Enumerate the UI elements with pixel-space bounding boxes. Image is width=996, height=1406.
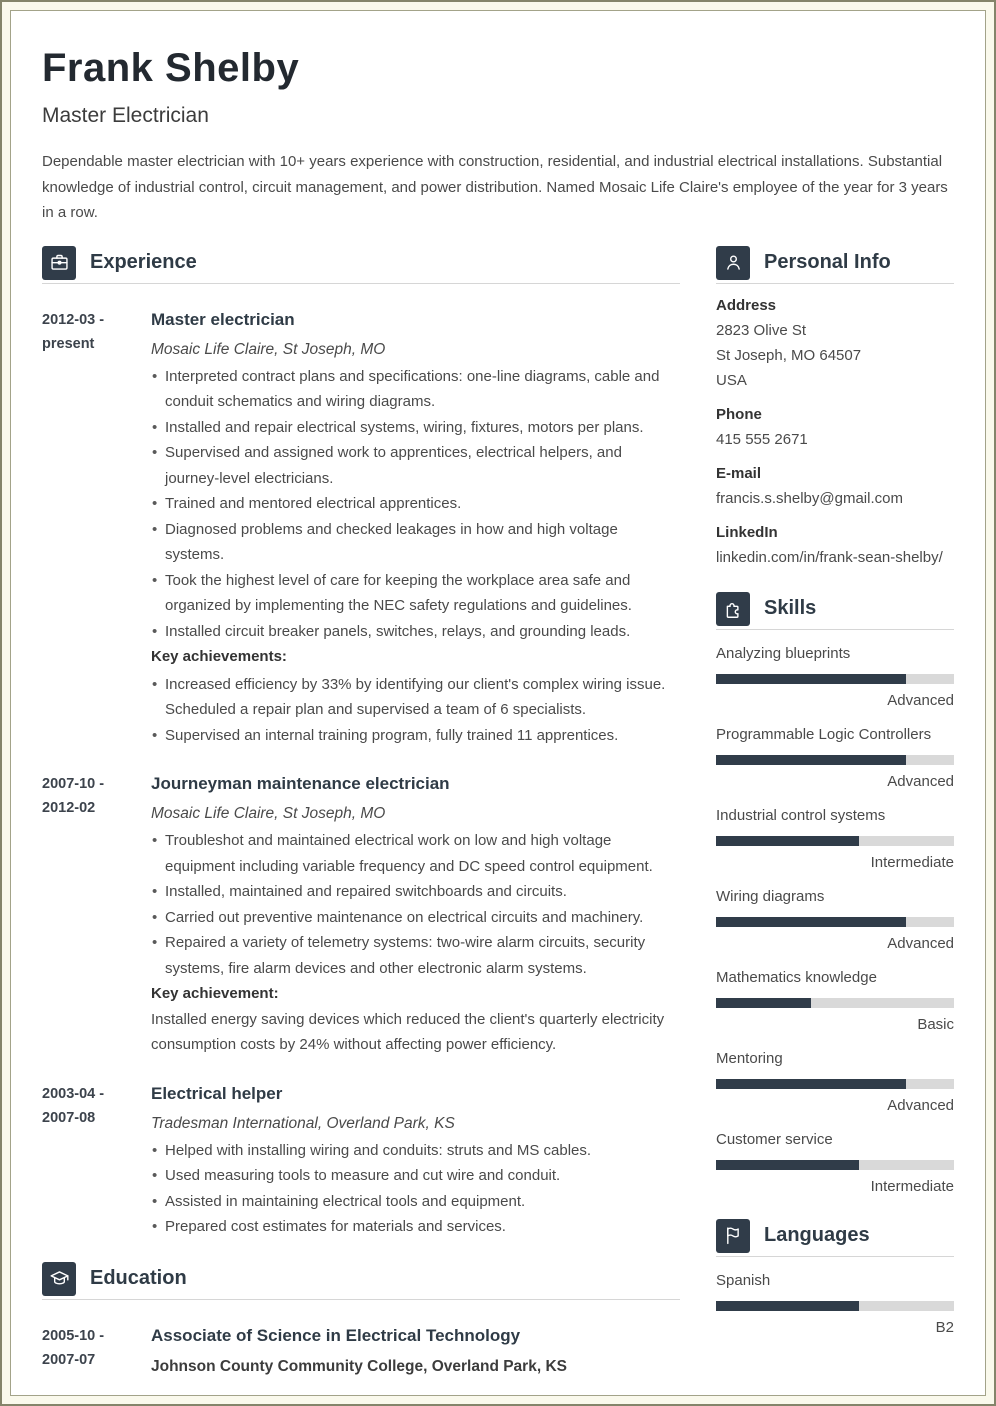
section-title-education: Education <box>90 1267 187 1289</box>
skill-bar-fill <box>716 836 859 846</box>
bullet-item: • Installed and repair electrical systems, wiring, fixtures, motors per plans. <box>151 415 680 441</box>
contact-phone: Phone 415 555 2671 <box>716 405 808 448</box>
entry-job-title: Journeyman maintenance electrician <box>151 774 450 793</box>
contact-linkedin: LinkedIn linkedin.com/in/frank-sean-shelby/ <box>716 523 943 566</box>
skill-bar <box>716 1160 954 1170</box>
contact-address: Address 2823 Olive St St Joseph, MO 64507 USA <box>716 296 862 389</box>
flag-icon <box>716 1219 750 1253</box>
person-name: Frank Shelby <box>42 46 300 90</box>
personal-info-section <box>716 246 954 570</box>
skill-bar <box>716 674 954 684</box>
experience-entry <box>42 772 680 1058</box>
skill-bar <box>716 755 954 765</box>
skill-bar <box>716 998 954 1008</box>
skill-bar <box>716 917 954 927</box>
education-entry <box>42 1324 680 1379</box>
main-column <box>42 246 680 1379</box>
languages-section-header <box>716 1219 954 1257</box>
language-name: Spanish <box>716 1271 771 1289</box>
language-bar-fill <box>716 1301 859 1311</box>
key-achievement-bullets <box>151 672 680 749</box>
experience-section-header <box>42 246 680 284</box>
skill-level: Advanced <box>887 934 954 952</box>
skill-bar-fill <box>716 1079 906 1089</box>
skill-row: Industrial control systems Intermediate <box>716 806 954 871</box>
bullet-item: • Supervised and assigned work to apprentices, electrical helpers, and journey-level electricians. <box>151 440 680 491</box>
skill-row: Customer service Intermediate <box>716 1130 954 1195</box>
resume-header <box>42 45 954 226</box>
entry-bullets <box>151 828 680 981</box>
entry-company: Mosaic Life Claire, St Joseph, MO <box>151 340 386 358</box>
experience-entry <box>42 308 680 749</box>
key-achievement-label: Key achievement: <box>151 985 279 1002</box>
entry-dates: 2003-04 - 2007-08 <box>42 1085 105 1126</box>
bullet-item: • Helped with installing wiring and conduits: struts and MS cables. <box>151 1138 680 1164</box>
entry-company: Tradesman International, Overland Park, KS <box>151 1114 455 1132</box>
bullet-item: • Installed circuit breaker panels, switches, relays, and grounding leads. <box>151 619 680 645</box>
entry-dates: 2007-10 - 2012-02 <box>42 776 105 816</box>
bullet-item: • Used measuring tools to measure and cut wire and conduit. <box>151 1163 680 1189</box>
bullet-item: • Assisted in maintaining electrical tools and equipment. <box>151 1189 680 1215</box>
skill-level: Advanced <box>887 691 954 709</box>
bullet-item: • Trained and mentored electrical apprentices. <box>151 491 680 517</box>
bullet-item: • Troubleshot and maintained electrical work on low and high voltage equipment including variable frequency and DC speed control equipment. <box>151 828 680 879</box>
skill-row: Mentoring Advanced <box>716 1049 954 1114</box>
personal-info-section-header <box>716 246 954 284</box>
profile-summary: Dependable master electrician with 10+ years experience with construction, residential, and industrial electrical installations. Substantial knowledge of industrial control, circuit management, and power distribution. Named Mosaic Life Claire's employee of the year for 3 years in a row. <box>42 153 948 221</box>
entry-company: Mosaic Life Claire, St Joseph, MO <box>151 805 386 822</box>
skill-level: Basic <box>917 1015 954 1033</box>
bullet-item: • Diagnosed problems and checked leakages in how and high voltage systems. <box>151 517 680 568</box>
bullet-item: • Interpreted contract plans and specifications: one-line diagrams, cable and conduit schematics and wiring diagrams. <box>151 364 680 415</box>
entry-bullets <box>151 364 680 645</box>
person-job-title: Master Electrician <box>42 104 209 127</box>
skill-bar-fill <box>716 998 811 1008</box>
languages-section <box>716 1219 954 1338</box>
entry-dates: 2012-03 - present <box>42 311 105 352</box>
bullet-item: • Repaired a variety of telemetry systems: two-wire alarm circuits, security systems, fire alarm devices and other electronic alarm systems. <box>151 930 680 981</box>
section-title-experience: Experience <box>90 251 197 273</box>
education-section <box>42 1262 680 1379</box>
language-level: B2 <box>935 1318 954 1336</box>
skill-level: Advanced <box>887 772 954 790</box>
bullet-item: • Installed, maintained and repaired switchboards and circuits. <box>151 879 680 905</box>
skills-section-header <box>716 592 954 630</box>
person-icon <box>716 246 750 280</box>
key-achievement-text: Installed energy saving devices which reduced the client's quarterly electricity consumption costs by 24% without affecting power efficiency. <box>151 1010 665 1053</box>
section-title-languages: Languages <box>764 1224 870 1246</box>
key-achievements-label: Key achievements: <box>151 648 287 665</box>
skills-section <box>716 592 954 1197</box>
skill-bar-fill <box>716 755 906 765</box>
graduation-cap-icon <box>42 1262 76 1296</box>
bullet-item: • Took the highest level of care for keeping the workplace area safe and organized by implementing the NEC safety regulations and guidelines. <box>151 568 680 619</box>
section-title-skills: Skills <box>764 597 817 619</box>
briefcase-icon <box>42 246 76 280</box>
entry-dates: 2005-10 - 2007-07 <box>42 1327 105 1368</box>
education-section-header <box>42 1262 680 1300</box>
skill-bar <box>716 1079 954 1089</box>
skill-level: Intermediate <box>870 1177 954 1195</box>
bullet-item: • Prepared cost estimates for materials and services. <box>151 1214 680 1240</box>
skill-row: Wiring diagrams Advanced <box>716 887 954 952</box>
skill-bar-fill <box>716 674 906 684</box>
skill-bar <box>716 836 954 846</box>
experience-entry <box>42 1082 680 1240</box>
bullet-item: • Carried out preventive maintenance on electrical circuits and machinery. <box>151 905 680 931</box>
entry-bullets <box>151 1138 680 1240</box>
language-bar <box>716 1301 954 1311</box>
skill-row: Mathematics knowledge Basic <box>716 968 954 1033</box>
sidebar <box>716 246 954 1379</box>
experience-section <box>42 246 680 1240</box>
contact-email: E-mail francis.s.shelby@gmail.com <box>716 464 903 507</box>
skill-row: Programmable Logic Controllers Advanced <box>716 725 954 790</box>
resume-page <box>10 10 986 1396</box>
puzzle-icon <box>716 592 750 626</box>
entry-job-title: Master electrician <box>151 309 295 329</box>
degree-title: Associate of Science in Electrical Technology <box>151 1325 521 1345</box>
skill-level: Intermediate <box>870 853 954 871</box>
entry-job-title: Electrical helper <box>151 1083 283 1103</box>
skill-bar-fill <box>716 1160 859 1170</box>
language-row <box>716 1270 954 1338</box>
skill-bar-fill <box>716 917 906 927</box>
bullet-item: • Supervised an internal training program, fully trained 11 apprentices. <box>151 723 680 749</box>
skill-row: Analyzing blueprints Advanced <box>716 644 954 709</box>
section-title-personal-info: Personal Info <box>764 251 891 273</box>
bullet-item: • Increased efficiency by 33% by identifying our client's complex wiring issue. Scheduled a repair plan and supervised a team of 6 specialists. <box>151 672 680 723</box>
school-name: Johnson County Community College, Overland Park, KS <box>151 1357 567 1375</box>
skill-level: Advanced <box>887 1096 954 1114</box>
